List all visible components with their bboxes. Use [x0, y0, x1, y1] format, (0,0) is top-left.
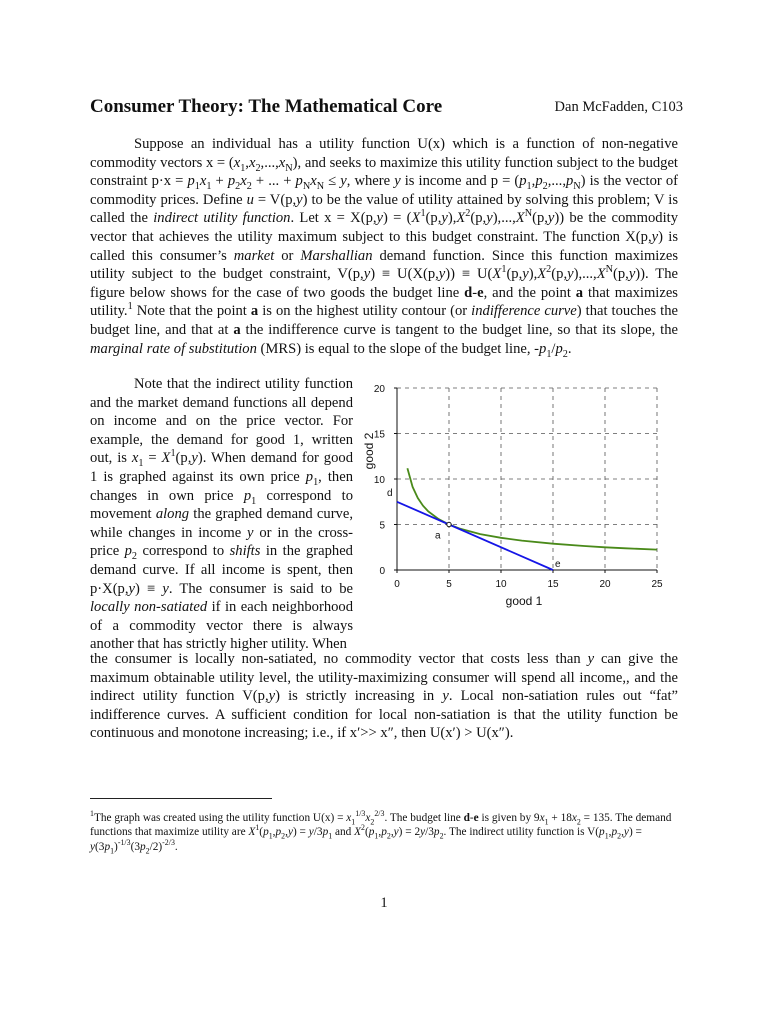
x-tick-label: 15	[547, 579, 559, 590]
y-tick-label: 20	[373, 384, 385, 395]
y-tick-label: 5	[379, 520, 385, 532]
annotation-e: e	[555, 559, 561, 570]
author-course: Dan McFadden, C103	[554, 99, 683, 115]
intro-paragraph: Suppose an individual has a utility function U(x) which is a function of non-negative commodity vectors $x = (x_1,x_2,...,x_N)$, and seeks to maximize this utility function subject to the budget constraint $p\cdot x = p_1x_1 + p_2x_2$ + ... + $p_Nx_N \le y$, where y is income and $p = (p_1,p_2,...,p_N)$ is the vector of commodity prices. Define u = V(p,y) to be the value of utility attained by solving this problem; V is called the indirect utility function. Let $x = X(p,y) = (X^1(p,y),X^2(p,y),...,X^N(p,y))$ be the commodity vector that achieves the utility maximum subject to this budget constraint. The function X(p,y) is called this consumer’s market or Marshallian demand function. Since this function maximizes utility subject to the budget constraint, $V(p,y) \equiv U(X(p,y)) \equiv U(X^1(p,y),X^2(p,y),...,X^N(p,y))$. The figure below shows for the case of two goods the budget line d-e, and the point a that maximizes utility.$^1$ Note that the point a is on the highest utility contour (or indifference curve) that touches the budget line, and that at a the indifference curve is tangent to the budget line, so that its slope, the marginal rate of substitution (MRS) is equal to the slope of the budget line, $-p_1/p_2$.	[90, 136, 679, 360]
tick-labels	[374, 384, 663, 590]
page-number: 1	[380, 895, 388, 911]
tangent-point-marker	[447, 522, 451, 526]
y-tick-label: 15	[373, 429, 385, 441]
y-axis-label: good 2	[362, 432, 376, 470]
annotations	[387, 488, 561, 570]
page-title: Consumer Theory: The Mathematical Core	[90, 96, 443, 117]
footnote: $^1$The graph was created using the utility function $U(x) = x_1^{1/3}x_2^{2/3}$. The budget line d-e is given by $9x_1 + 18x_2 = 135$. The demand functions that maximize utility are $X^1(p_1,p_2,y) = y/3p_1$ and $X^2(p_1,p_2,y) = 2y/3p_2$. The indirect utility function is $V(p_1,p_2,y) = y(3p_1)^{-1/3}(3p_2/2)^{-2/3}$.	[90, 809, 672, 856]
budget-line	[397, 502, 553, 570]
demand-paragraph: Note that the indirect utility function and the market demand functions all depend on income and on the price vector. For example, the demand for good 1, written out, is $x_1 = X^1(p,y)$. When demand for good 1 is graphed against its own price $p_1$, then changes in own price $p_1$ correspond to movement along the graphed demand curve, while changes in income y or in the cross-price $p_2$ correspond to shifts in the graphed demand curve. If all income is spent, then p·X(p,y) ≡ y. The consumer is said to be locally non-satiated if in each neighborhood of a commodity vector there is always another that has strictly higher utility. When	[90, 376, 354, 653]
x-tick-label: 25	[651, 579, 663, 590]
nonsatiation-paragraph: the consumer is locally non-satiated, no commodity vector that costs less than y can give the maximum obtainable utility level, the utility-maximizing consumer will spend all income,, and the indirect utility function V(p,y) is strictly increasing in y. Local non-satiation rules out “fat” indifference curves. A sufficient condition for local non-satiation is that the utility function be continuous and monotone increasing; i.e., if x′>> x″, then U(x′) > U(x″).	[90, 651, 679, 742]
footnote-divider	[90, 798, 272, 799]
x-tick-label: 5	[446, 579, 452, 590]
x-tick-label: 0	[394, 579, 400, 590]
x-axis-label: good 1	[505, 594, 543, 608]
annotation-a: a	[435, 530, 441, 542]
x-tick-label: 10	[495, 579, 507, 590]
axes	[394, 388, 657, 573]
annotation-d: d	[387, 487, 393, 499]
series	[397, 468, 657, 570]
x-tick-label: 20	[599, 579, 611, 590]
y-tick-label: 10	[373, 475, 385, 486]
y-tick-label: 0	[379, 566, 385, 577]
indifference-curve	[407, 468, 657, 549]
grid-lines	[397, 388, 657, 570]
indifference-budget-chart	[356, 374, 676, 619]
